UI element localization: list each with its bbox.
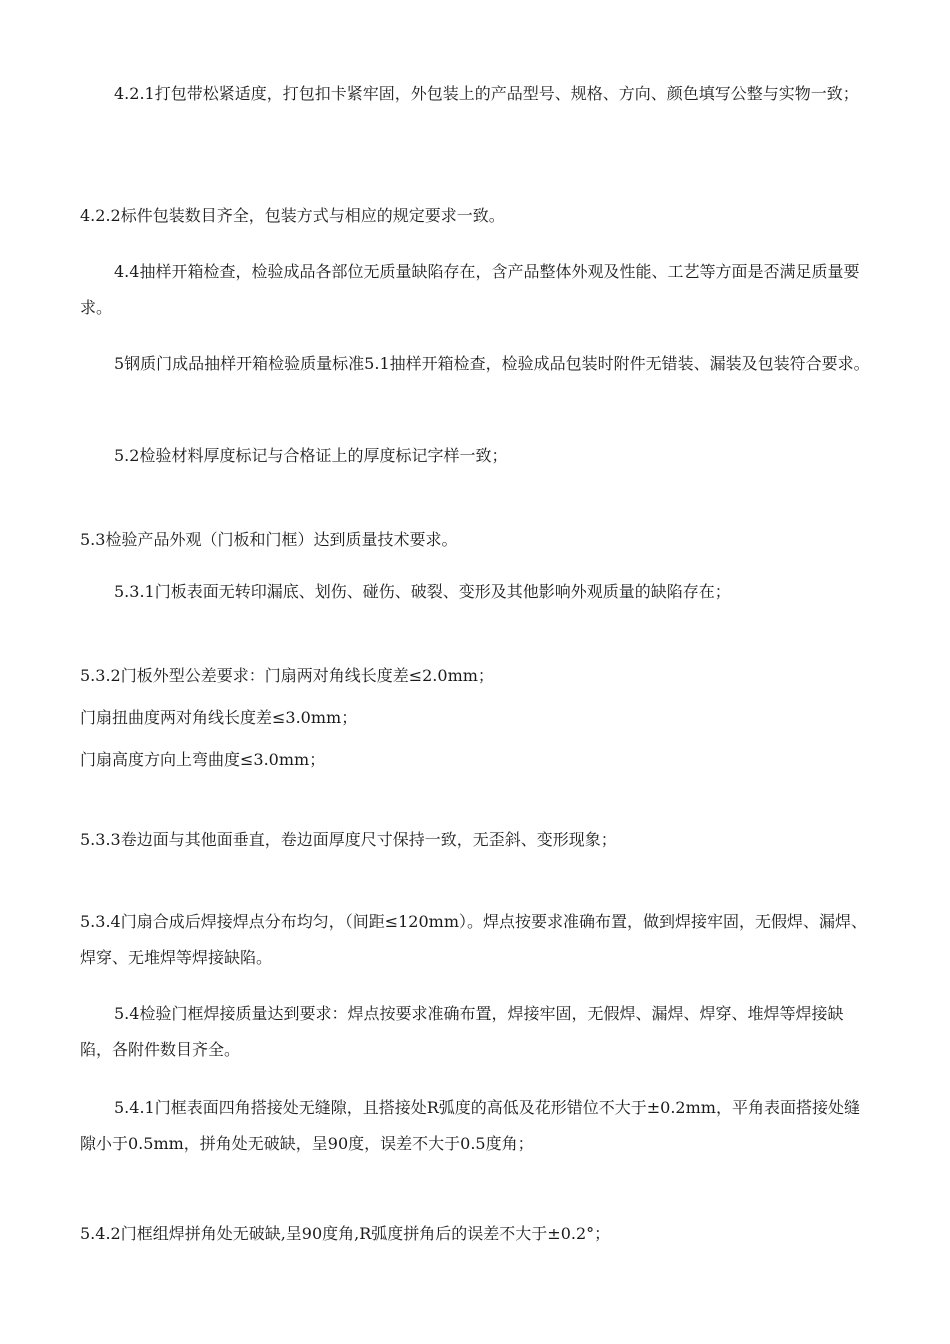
paragraph-5-3-3: 5.3.3卷边面与其他面垂直，卷边面厚度尺寸保持一致，无歪斜、变形现象；	[80, 830, 617, 849]
paragraph-5-4-1: 5.4.1门框表面四角搭接处无缝隙，且搭接处R弧度的高低及花形错位不大于±0.2mm，平角表面搭接处缝隙小于0.5mm，拼角处无破缺，呈90度，误差不大于0.5度角；	[80, 1098, 860, 1153]
paragraph-5-3-2-line2: 门扇扭曲度两对角线长度差≤3.0mm；	[80, 708, 358, 727]
paragraph-5-2: 5.2检验材料厚度标记与合格证上的厚度标记字样一致；	[114, 446, 508, 465]
paragraph-5-3: 5.3检验产品外观（门板和门框）达到质量技术要求。	[80, 530, 458, 549]
paragraph-5-3-2-line3: 门扇高度方向上弯曲度≤3.0mm；	[80, 750, 326, 769]
paragraph-4-2-1: 4.2.1打包带松紧适度，打包扣卡紧牢固，外包装上的产品型号、规格、方向、颜色填写公整与实物一致；	[114, 84, 859, 103]
paragraph-5-4-2: 5.4.2门框组焊拼角处无破缺,呈90度角,R弧度拼角后的误差不大于±0.2°；	[80, 1224, 611, 1243]
paragraph-4-4: 4.4抽样开箱检查，检验成品各部位无质量缺陷存在，含产品整体外观及性能、工艺等方面是否满足质量要求。	[80, 262, 860, 317]
paragraph-5-3-4: 5.3.4门扇合成后焊接焊点分布均匀，（间距≤120mm）。焊点按要求准确布置，做到焊接牢固，无假焊、漏焊、焊穿、无堆焊等焊接缺陷。	[80, 912, 868, 967]
paragraph-5-3-1: 5.3.1门板表面无转印漏底、划伤、碰伤、破裂、变形及其他影响外观质量的缺陷存在；	[114, 582, 731, 601]
paragraph-5-1: 5钢质门成品抽样开箱检验质量标准5.1抽样开箱检查，检验成品包装时附件无错装、漏装及包装符合要求。	[114, 354, 870, 373]
paragraph-5-4: 5.4检验门框焊接质量达到要求：焊点按要求准确布置，焊接牢固，无假焊、漏焊、焊穿、堆焊等焊接缺陷，各附件数目齐全。	[80, 1004, 844, 1059]
paragraph-5-3-2-line1: 5.3.2门板外型公差要求：门扇两对角线长度差≤2.0mm；	[80, 666, 494, 685]
paragraph-4-2-2: 4.2.2标件包装数目齐全，包装方式与相应的规定要求一致。	[80, 206, 505, 225]
